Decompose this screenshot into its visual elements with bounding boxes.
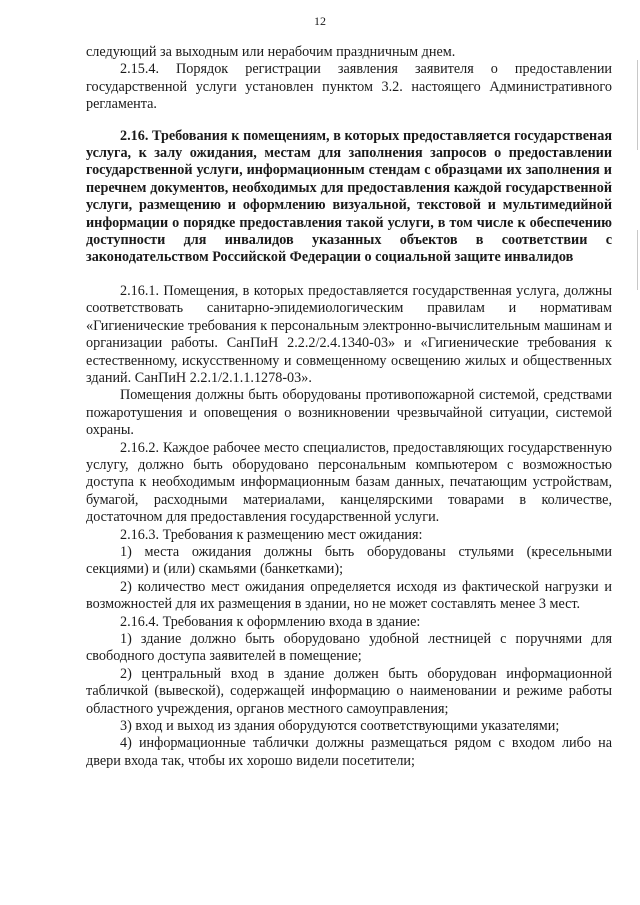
scan-edge-mark [637, 60, 638, 150]
section-heading-2-16: 2.16. Требования к помещениям, в которых предоставляется государственая услуга, к залу ожидания, местам для заполнения запросов о предоставлении государственной услуги, информационным стендам с образцами их заполнения и перечнем документов, необходимых для предоставления каждой государственной услуги, размещению и оформлению визуальной, текстовой и мультимедийной информации о порядке предоставления такой услуги, в том числе к обеспечению доступности для инвалидов указанных объектов в соответствии с законодательством Российской Федерации о социальной защите инвалидов [86, 127, 612, 266]
list-item: 2) центральный вход в здание должен быть оборудован информационной табличкой (вывеской), содержащей информацию о наименовании и режиме работы областного учреждения, органов местного самоуправления; [86, 665, 612, 717]
list-item: 4) информационные таблички должны размещаться рядом с входом либо на двери входа так, чтобы их хорошо видели посетители; [86, 735, 612, 769]
list-item: 1) места ожидания должны быть оборудованы стульями (кресельными секциями) и (или) скамьями (банкетками); [86, 543, 612, 578]
paragraph-2-16-1: 2.16.1. Помещения, в которых предоставляется государственная услуга, должны соответствовать санитарно-эпидемиологическим правилам и нормативам «Гигиенические требования к персональным электронно-вычислительным машинам и организации работы. СанПиН 2.2.2/2.4.1340-03» и «Гигиенические требования к естественному, искусственному и совмещенному освещению жилых и общественных зданий. СанПиН 2.2.1/2.1.1.1278-03». [86, 282, 612, 386]
paragraph-2-15-4: 2.15.4. Порядок регистрации заявления заявителя о предоставлении государственной услуги установлен пунктом 3.2. настоящего Административного регламента. [86, 61, 612, 113]
paragraph-2-16-3: 2.16.3. Требования к размещению мест ожидания: [120, 526, 423, 543]
paragraph-fire-safety: Помещения должны быть оборудованы противопожарной системой, средствами пожаротушения и оповещения о возникновении чрезвычайной ситуации, системой охраны. [86, 387, 612, 439]
document-body [86, 44, 612, 770]
list-item: 2) количество мест ожидания определяется исходя из фактической нагрузки и возможностей для их размещения в здании, но не может составлять менее 3 мест. [86, 578, 612, 613]
paragraph-continuation: следующий за выходным или нерабочим праздничным днем. [86, 44, 456, 60]
paragraph-2-16-2: 2.16.2. Каждое рабочее место специалистов, предоставляющих государственную услугу, должно быть оборудовано персональным компьютером с возможностью доступа к необходимым информационным базам данных, печатающим устройствам, бумагой, расходными материалами, канцелярскими товарами в количестве, достаточном для предоставления государственной услуги. [86, 439, 612, 526]
paragraph-2-16-4: 2.16.4. Требования к оформлению входа в здание: [120, 613, 421, 630]
scan-edge-mark [637, 230, 638, 290]
page-number: 12 [314, 14, 326, 28]
list-item: 1) здание должно быть оборудовано удобной лестницей с поручнями для свободного доступа заявителей в помещение; [86, 631, 612, 665]
list-item: 3) вход и выход из здания оборудуются соответствующими указателями; [120, 718, 560, 735]
